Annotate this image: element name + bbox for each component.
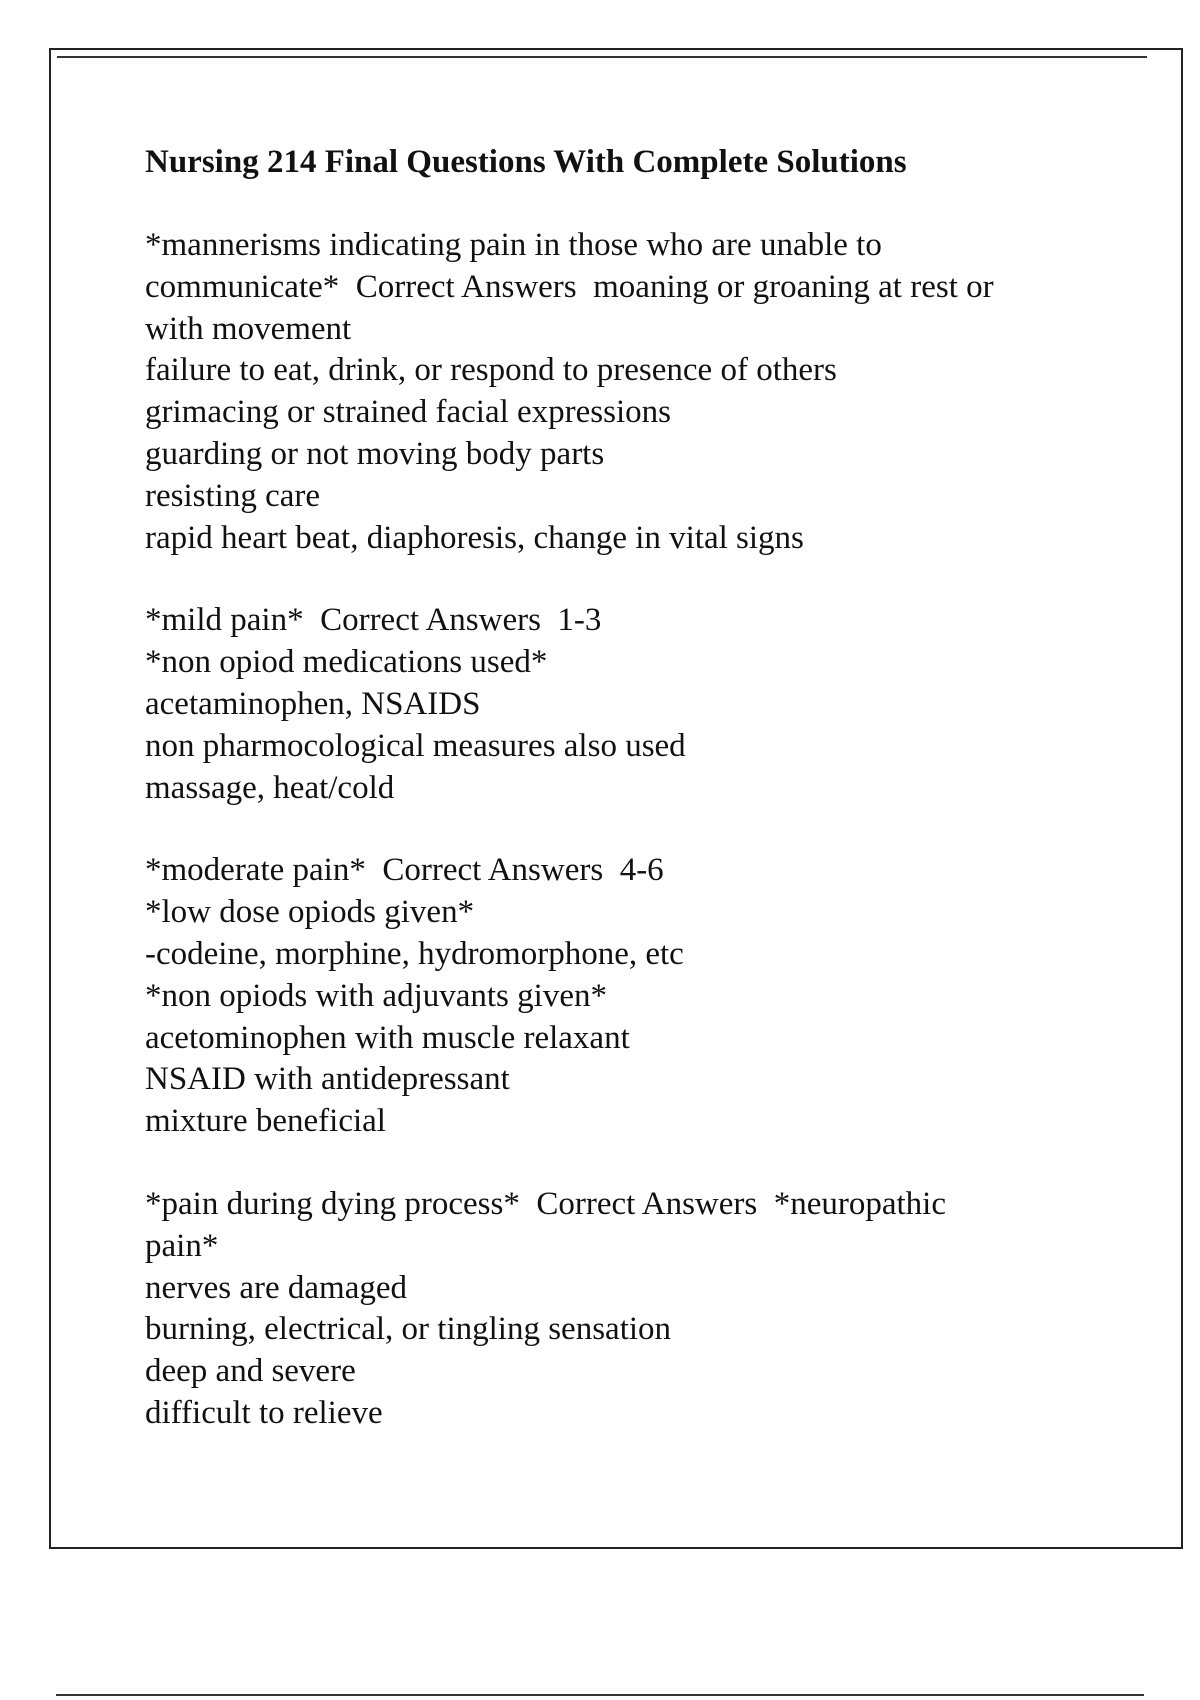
text-line: *moderate pain* Correct Answers 4-6 (145, 852, 664, 889)
qa-block-3 (145, 850, 1095, 1143)
text-line: burning, electrical, or tingling sensation (145, 1311, 672, 1348)
text-line: non pharmocological measures also used (145, 727, 686, 764)
text-line: deep and severe (145, 1353, 356, 1390)
document-title: Nursing 214 Final Questions With Complete Solutions (145, 144, 907, 180)
text-line: *mannerisms indicating pain in those who are unable to (145, 227, 882, 263)
document-body (145, 142, 1095, 1435)
text-line: with movement (145, 310, 352, 347)
qa-block-2 (145, 600, 1095, 809)
text-line: *mild pain* Correct Answers 1-3 (145, 602, 602, 639)
text-line: *non opiods with adjuvants given* (145, 977, 607, 1014)
text-line: acetaminophen, NSAIDS (145, 685, 481, 722)
qa-block-4 (145, 1184, 1095, 1435)
top-rule (57, 56, 1147, 58)
text-line: *non opiod medications used* (145, 644, 548, 681)
text-line: communicate* Correct Answers moaning or groaning at rest or (145, 268, 994, 305)
text-line: -codeine, morphine, hydromorphone, etc (145, 935, 684, 972)
text-line: rapid heart beat, diaphoresis, change in vital signs (145, 519, 804, 556)
text-line: *pain during dying process* Correct Answers *neuropathic (145, 1185, 946, 1222)
text-line: failure to eat, drink, or respond to presence of others (145, 352, 837, 389)
text-line: guarding or not moving body parts (145, 435, 605, 472)
text-line: mixture beneficial (145, 1103, 386, 1140)
text-line: difficult to relieve (145, 1394, 383, 1431)
text-line: grimacing or strained facial expressions (145, 394, 671, 431)
text-line: nerves are damaged (145, 1269, 408, 1306)
text-line: acetominophen with muscle relaxant (145, 1019, 630, 1056)
qa-block-1 (145, 225, 1095, 559)
bottom-rule (56, 1694, 1144, 1696)
text-line: *low dose opiods given* (145, 894, 475, 931)
text-line: resisting care (145, 477, 321, 514)
text-line: pain* (145, 1227, 219, 1264)
text-line: NSAID with antidepressant (145, 1061, 510, 1098)
text-line: massage, heat/cold (145, 769, 395, 806)
